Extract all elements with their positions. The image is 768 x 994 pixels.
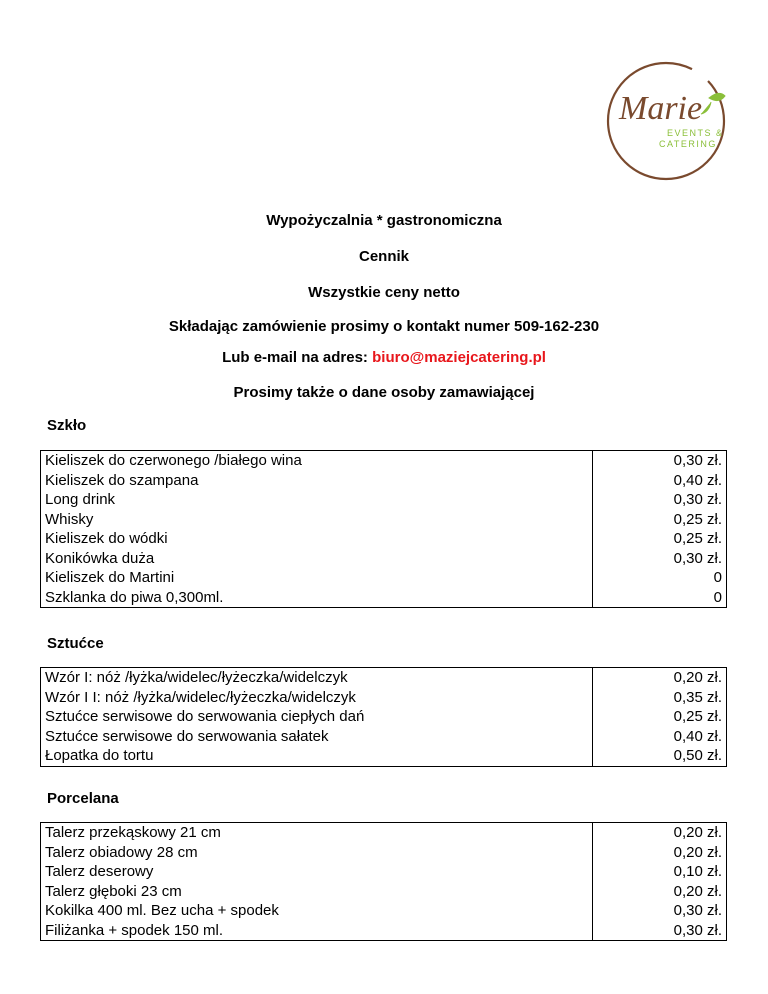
price-table-szklo	[40, 450, 727, 608]
email-address[interactable]: biuro@maziejcatering.pl	[372, 349, 546, 366]
header-netto: Wszystkie ceny netto	[308, 284, 460, 301]
item-price: 0,20 zł.	[593, 668, 727, 688]
item-price: 0,20 zł.	[593, 823, 727, 843]
item-price: 0,25 zł.	[593, 707, 727, 727]
item-name: Kieliszek do szampana	[41, 471, 593, 491]
table-row	[41, 746, 727, 766]
table-row	[41, 568, 727, 588]
item-name: Kieliszek do czerwonego /białego wina	[41, 451, 593, 471]
table-row	[41, 921, 727, 941]
item-name: Long drink	[41, 490, 593, 510]
header-cennik: Cennik	[358, 248, 409, 265]
header-email-line	[0, 349, 768, 366]
item-name: Whisky	[41, 510, 593, 530]
item-price: 0,20 zł.	[593, 843, 727, 863]
item-price: 0,35 zł.	[593, 688, 727, 708]
item-price: 0	[593, 588, 727, 608]
price-table-sztucce	[40, 667, 727, 767]
section-title-sztucce: Sztućce	[47, 635, 104, 652]
item-name: Kokilka 400 ml. Bez ucha + spodek	[41, 901, 593, 921]
logo-script: Marie	[619, 90, 703, 127]
item-price: 0,40 zł.	[593, 727, 727, 747]
table-row	[41, 901, 727, 921]
table-row	[41, 451, 727, 471]
item-price: 0,30 zł.	[593, 901, 727, 921]
table-row	[41, 882, 727, 902]
item-price: 0,30 zł.	[593, 451, 727, 471]
table-row	[41, 727, 727, 747]
table-row	[41, 471, 727, 491]
table-row	[41, 529, 727, 549]
header-note: Prosimy także o dane osoby zamawiającej	[233, 384, 535, 401]
logo-line2: CATERING	[659, 139, 717, 149]
item-name: Talerz deserowy	[41, 862, 593, 882]
company-logo	[601, 56, 731, 186]
item-price: 0,50 zł.	[593, 746, 727, 766]
item-name: Talerz głęboki 23 cm	[41, 882, 593, 902]
item-name: Sztućce serwisowe do serwowania sałatek	[41, 727, 593, 747]
table-row	[41, 588, 727, 608]
price-table-porcelana	[40, 822, 727, 941]
section-title-porcelana: Porcelana	[47, 790, 119, 807]
table-row	[41, 490, 727, 510]
table-row	[41, 668, 727, 688]
header-contact: Składając zamówienie prosimy o kontakt numer 509-162-230	[168, 318, 600, 335]
section-title-szklo: Szkło	[47, 417, 87, 434]
header-title: Wypożyczalnia * gastronomiczna	[266, 212, 502, 229]
item-name: Kieliszek do Martini	[41, 568, 593, 588]
email-prefix: Lub e-mail na adres:	[222, 349, 373, 366]
item-name: Wzór I I: nóż /łyżka/widelec/łyżeczka/widelczyk	[41, 688, 593, 708]
item-name: Wzór I: nóż /łyżka/widelec/łyżeczka/widelczyk	[41, 668, 593, 688]
table-row	[41, 843, 727, 863]
table-row	[41, 862, 727, 882]
item-name: Szklanka do piwa 0,300ml.	[41, 588, 593, 608]
item-name: Talerz obiadowy 28 cm	[41, 843, 593, 863]
item-price: 0,30 zł.	[593, 921, 727, 941]
item-name: Filiżanka + spodek 150 ml.	[41, 921, 593, 941]
item-name: Talerz przekąskowy 21 cm	[41, 823, 593, 843]
table-row	[41, 510, 727, 530]
table-row	[41, 823, 727, 843]
item-name: Konikówka duża	[41, 549, 593, 569]
item-price: 0,10 zł.	[593, 862, 727, 882]
item-price: 0,20 zł.	[593, 882, 727, 902]
item-name: Sztućce serwisowe do serwowania ciepłych dań	[41, 707, 593, 727]
logo-line1: EVENTS &	[667, 128, 724, 138]
table-row	[41, 707, 727, 727]
item-name: Kieliszek do wódki	[41, 529, 593, 549]
item-price: 0,30 zł.	[593, 549, 727, 569]
item-price: 0	[593, 568, 727, 588]
item-price: 0,40 zł.	[593, 471, 727, 491]
item-name: Łopatka do tortu	[41, 746, 593, 766]
table-row	[41, 688, 727, 708]
item-price: 0,25 zł.	[593, 529, 727, 549]
item-price: 0,30 zł.	[593, 490, 727, 510]
table-row	[41, 549, 727, 569]
item-price: 0,25 zł.	[593, 510, 727, 530]
